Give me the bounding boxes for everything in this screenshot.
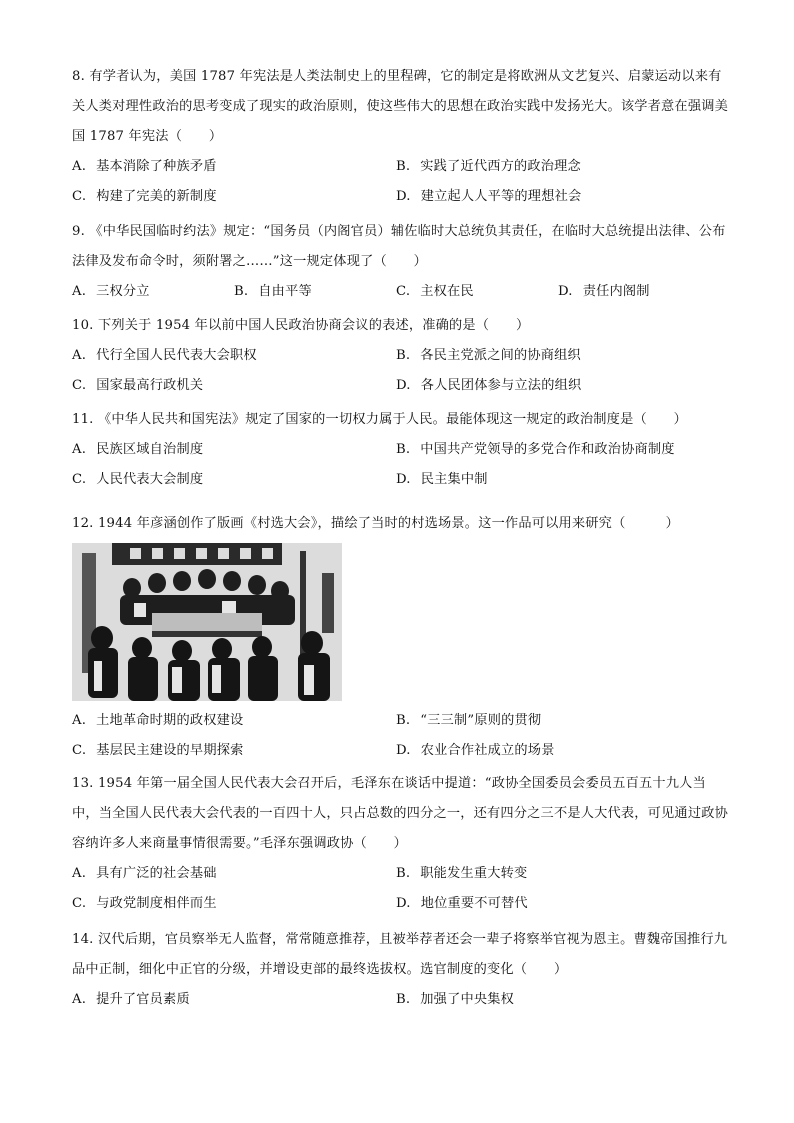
option-c[interactable]: C. 与政党制度相伴而生 — [72, 896, 217, 911]
option-b[interactable]: B. 各民主党派之间的协商组织 — [396, 348, 581, 363]
question-11 — [72, 405, 732, 495]
option-b[interactable]: B. 职能发生重大转变 — [396, 866, 528, 881]
question-12-options — [72, 706, 732, 766]
question-stem: 12. 1944 年彦涵创作了版画《村选大会》，描绘了当时的村选场景。这一作品可以用来研究（ ） — [72, 516, 680, 531]
options-row — [72, 371, 732, 401]
option-d[interactable]: D. 民主集中制 — [396, 472, 488, 487]
question-stem: 13. 1954 年第一届全国人民代表大会召开后，毛泽东在谈话中提道：“政协全国委员会委员五百五十九人当中，当全国人民代表大会代表的一百四十人，只占总数的四分之一，还有四分之三不是人大代表，可见通过政协容纳许多人来商量事情很需要。”毛泽东强调政协（ ） — [72, 776, 728, 851]
question-stem: 14. 汉代后期，官员察举无人监督，常常随意推荐，且被举荐者还会一辈子将察举官视为恩主。曹魏帝国推行九品中正制，细化中正官的分级，并增设吏部的最终选拔权。选官制度的变化（ ） — [72, 932, 728, 977]
option-b[interactable]: B. “三三制”原则的贯彻 — [396, 713, 542, 728]
option-d[interactable]: D. 责任内阁制 — [558, 284, 650, 299]
option-d[interactable]: D. 各人民团体参与立法的组织 — [396, 378, 582, 393]
option-a[interactable]: A. 民族区域自治制度 — [72, 442, 204, 457]
question-8 — [72, 62, 732, 212]
option-c[interactable]: C. 国家最高行政机关 — [72, 378, 204, 393]
question-stem: 9. 《中华民国临时约法》规定：“国务员（内阁官员）辅佐临时大总统负其责任，在临时大总统提出法律、公布法律及发布命令时，须附署之……”这一规定体现了（ ） — [72, 224, 726, 269]
question-stem: 10. 下列关于 1954 年以前中国人民政治协商会议的表述，准确的是（ ） — [72, 318, 530, 333]
option-b[interactable]: B. 自由平等 — [234, 284, 312, 299]
question-13 — [72, 769, 732, 919]
option-b[interactable]: B. 加强了中央集权 — [396, 992, 515, 1007]
option-c[interactable]: C. 构建了完美的新制度 — [72, 189, 217, 204]
options-row — [72, 736, 732, 766]
question-10 — [72, 311, 732, 401]
question-14 — [72, 925, 732, 1015]
option-a[interactable]: A. 具有广泛的社会基础 — [72, 866, 217, 881]
options-row — [72, 182, 732, 212]
option-b[interactable]: B. 实践了近代西方的政治理念 — [396, 159, 581, 174]
options-row — [72, 277, 732, 307]
woodcut-illustration — [72, 543, 342, 701]
woodcut-village-election-image — [72, 543, 342, 701]
option-d[interactable]: D. 地位重要不可替代 — [396, 896, 528, 911]
question-stem: 8. 有学者认为，美国 1787 年宪法是人类法制史上的里程碑，它的制定是将欧洲从文艺复兴、启蒙运动以来有关人类对理性政治的思考变成了现实的政治原则，使这些伟大的思想在政治实践中发扬光大。该学者意在强调美国 1787 年宪法（ ） — [72, 69, 728, 144]
option-a[interactable]: A. 基本消除了种族矛盾 — [72, 159, 217, 174]
options-row — [72, 152, 732, 182]
options-row — [72, 706, 732, 736]
options-row — [72, 859, 732, 889]
option-c[interactable]: C. 人民代表大会制度 — [72, 472, 204, 487]
option-a[interactable]: A. 提升了官员素质 — [72, 992, 190, 1007]
option-d[interactable]: D. 农业合作社成立的场景 — [396, 743, 555, 758]
option-d[interactable]: D. 建立起人人平等的理想社会 — [396, 189, 582, 204]
options-row — [72, 465, 732, 495]
option-c[interactable]: C. 主权在民 — [396, 284, 474, 299]
options-row — [72, 341, 732, 371]
option-a[interactable]: A. 三权分立 — [72, 284, 150, 299]
options-row — [72, 889, 732, 919]
question-stem: 11. 《中华人民共和国宪法》规定了国家的一切权力属于人民。最能体现这一规定的政治制度是（ ） — [72, 412, 688, 427]
question-12 — [72, 509, 732, 539]
options-row — [72, 985, 732, 1015]
option-c[interactable]: C. 基层民主建设的早期探索 — [72, 743, 244, 758]
question-9 — [72, 217, 732, 307]
option-a[interactable]: A. 代行全国人民代表大会职权 — [72, 348, 257, 363]
options-row — [72, 435, 732, 465]
option-a[interactable]: A. 土地革命时期的政权建设 — [72, 713, 244, 728]
option-b[interactable]: B. 中国共产党领导的多党合作和政治协商制度 — [396, 442, 675, 457]
